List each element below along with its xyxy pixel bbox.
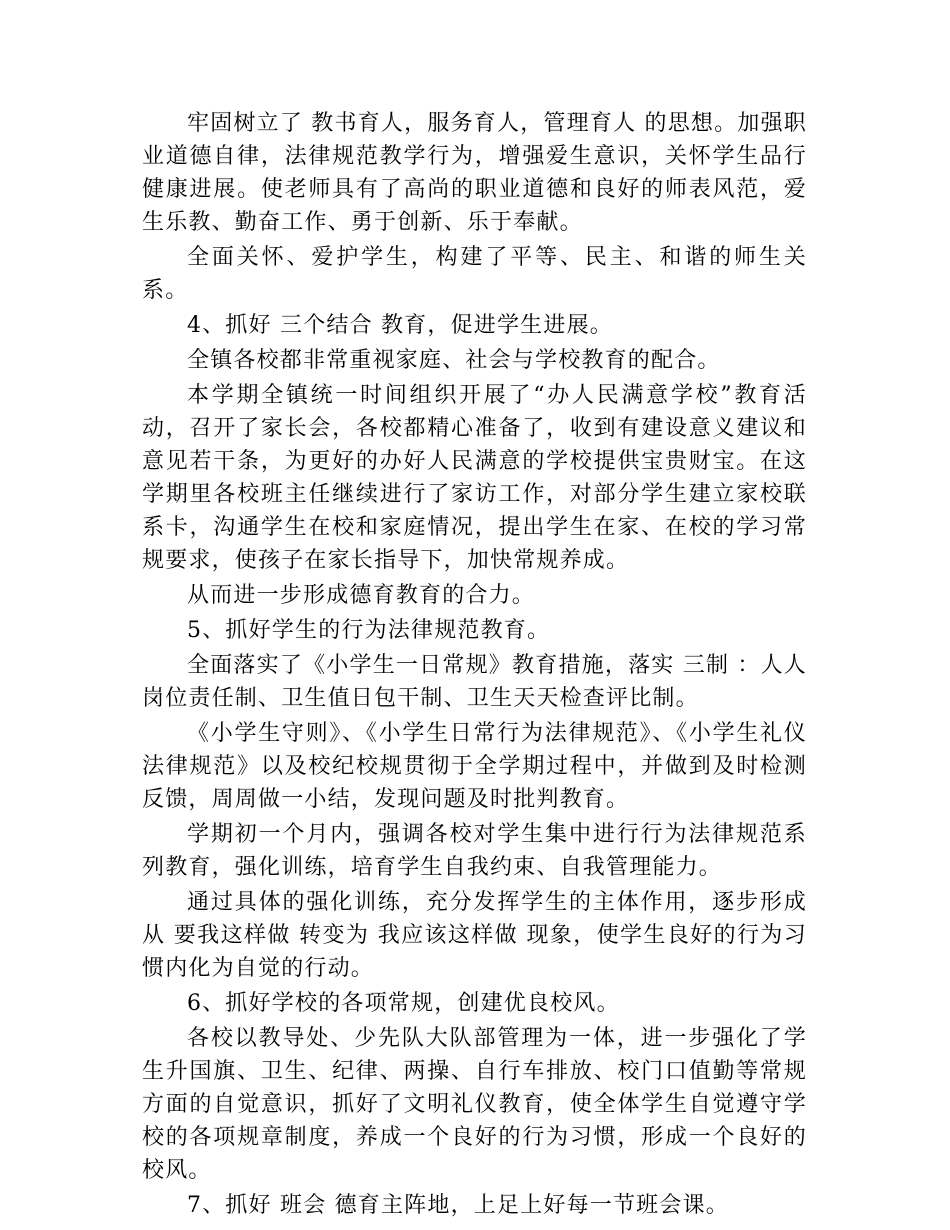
document-body: [142, 107, 807, 1224]
paragraph-school-routines: 各校以教导处、少先队大队部管理为一体，进一步强化了学生升国旗、卫生、纪律、两操、自行车排放、校门口值勤等常规方面的自觉意识，抓好了文明礼仪教育，使全体学生自觉遵守学校的各项规章制度，养成一个良好的行为习惯，形成一个良好的校风。: [142, 1026, 807, 1183]
paragraph-satisfied-school-activity: 本学期全镇统一时间组织开展了“办人民满意学校”教育活动，召开了家长会，各校都精心准备了，收到有建设意义建议和意见若干条，为更好的办好人民满意的学校提供宝贵财宝。在这学期里各校班主任继续进行了家访工作，对部分学生建立家校联系卡，沟通学生在校和家庭情况，提出学生在家、在校的学习常规要求，使孩子在家长指导下，加快常规养成。: [142, 383, 807, 573]
heading-item-6: 6、抓好学校的各项常规，创建优良校风。: [187, 991, 620, 1016]
paragraph-rules: 《小学生守则》、《小学生日常行为法律规范》、《小学生礼仪法律规范》以及校纪校规贯彻于全学期过程中，并做到及时检测反馈，周周做一小结，发现问题及时批判教育。: [142, 721, 807, 812]
paragraph-daily-routine: 全面落实了《小学生一日常规》教育措施，落实 三制 ：人人岗位责任制、卫生值日包干制、卫生天天检查评比制。: [142, 653, 807, 711]
paragraph-training: 通过具体的强化训练，充分发挥学生的主体作用，逐步形成从 要我这样做 转变为 我应该这样做 现象，使学生良好的行为习惯内化为自觉的行动。: [142, 890, 807, 981]
paragraph-teacher-ethics: 牢固树立了 教书育人，服务育人，管理育人 的思想。加强职业道德自律，法律规范教学行为，增强爱生意识，关怀学生品行健康进展。使老师具有了高尚的职业道德和良好的师表风范，爱生乐教、勤奋工作、勇于创新、乐于奉献。: [142, 111, 807, 235]
paragraph-first-month: 学期初一个月内，强调各校对学生集中进行行为法律规范系列教育，强化训练，培育学生自我约束、自我管理能力。: [142, 822, 807, 880]
paragraph-family-cooperation: 全镇各校都非常重视家庭、社会与学校教育的配合。: [187, 348, 721, 373]
heading-item-7: 7、抓好 班会 德育主阵地，上足上好每一节班会课。: [187, 1193, 729, 1218]
heading-item-4: 4、抓好 三个结合 教育，促进学生进展。: [187, 313, 613, 338]
paragraph-joint-force: 从而进一步形成德育教育的合力。: [187, 583, 536, 608]
paragraph-care-students: 全面关怀、爱护学生，构建了平等、民主、和谐的师生关系。: [142, 245, 807, 303]
heading-item-5: 5、抓好学生的行为法律规范教育。: [187, 618, 551, 643]
